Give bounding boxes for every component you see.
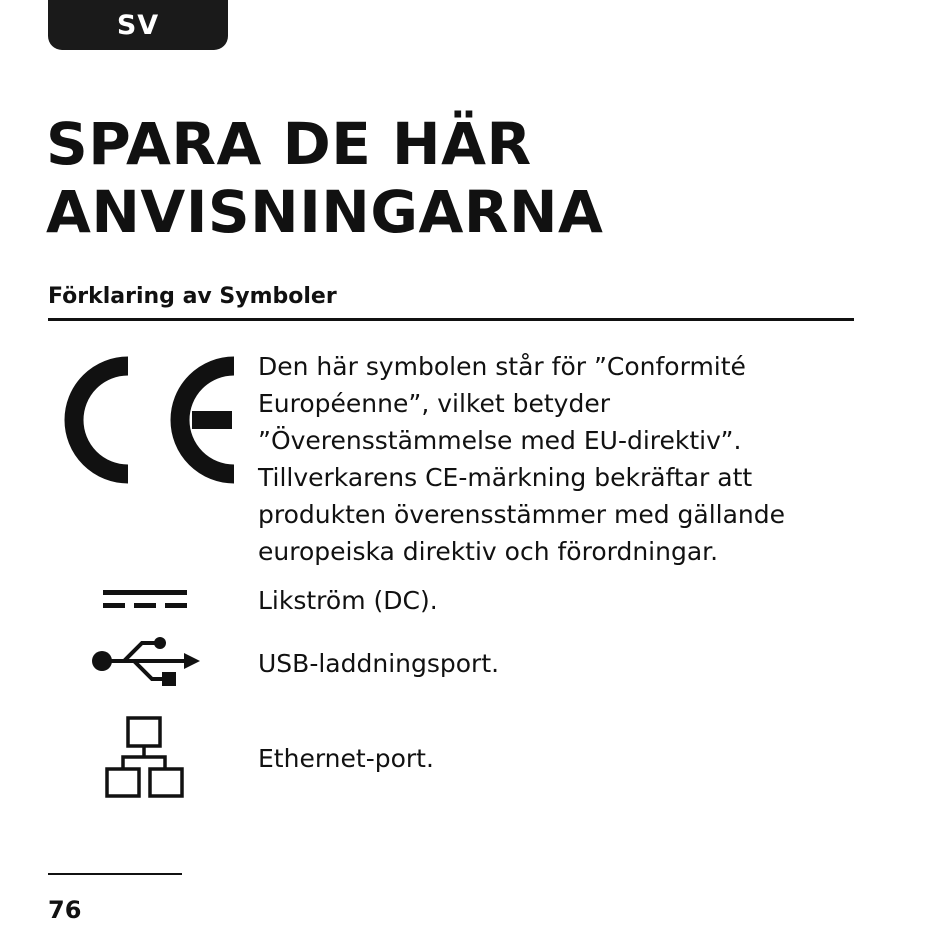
usb-description (258, 645, 499, 682)
page-number: 76 (48, 896, 82, 924)
footer-divider (48, 873, 182, 875)
dc-description-line: Likström (DC). (258, 586, 438, 615)
ce-description-line: europeiska direktiv och förordningar. (258, 537, 719, 566)
ce-description-line: Den här symbolen står för ”Conformité (258, 352, 746, 381)
ethernet-description (258, 740, 434, 777)
usb-icon (90, 633, 202, 689)
ce-description-line: ”Överensstämmelse med EU-direktiv”. (258, 426, 742, 455)
language-tab (48, 0, 228, 50)
ethernet-description-line: Ethernet-port. (258, 744, 434, 773)
ethernet-icon (104, 715, 186, 799)
ce-mark-icon (52, 352, 242, 488)
page-title (46, 110, 906, 246)
page-title-line-1: SPARA DE HÄR (46, 110, 532, 178)
language-tab-label: SV (116, 9, 160, 41)
section-heading: Förklaring av Symboler (48, 282, 854, 321)
dc-description (258, 582, 438, 619)
ce-description-line: Tillverkarens CE-märkning bekräftar att (258, 463, 753, 492)
ce-description-line: produkten överensstämmer med gällande (258, 500, 786, 529)
direct-current-icon (103, 588, 187, 612)
ce-description-line: Européenne”, vilket betyder (258, 389, 610, 418)
usb-description-line: USB-laddningsport. (258, 649, 500, 678)
page-title-line-2: ANVISNINGARNA (46, 178, 604, 246)
ce-description (258, 348, 858, 570)
